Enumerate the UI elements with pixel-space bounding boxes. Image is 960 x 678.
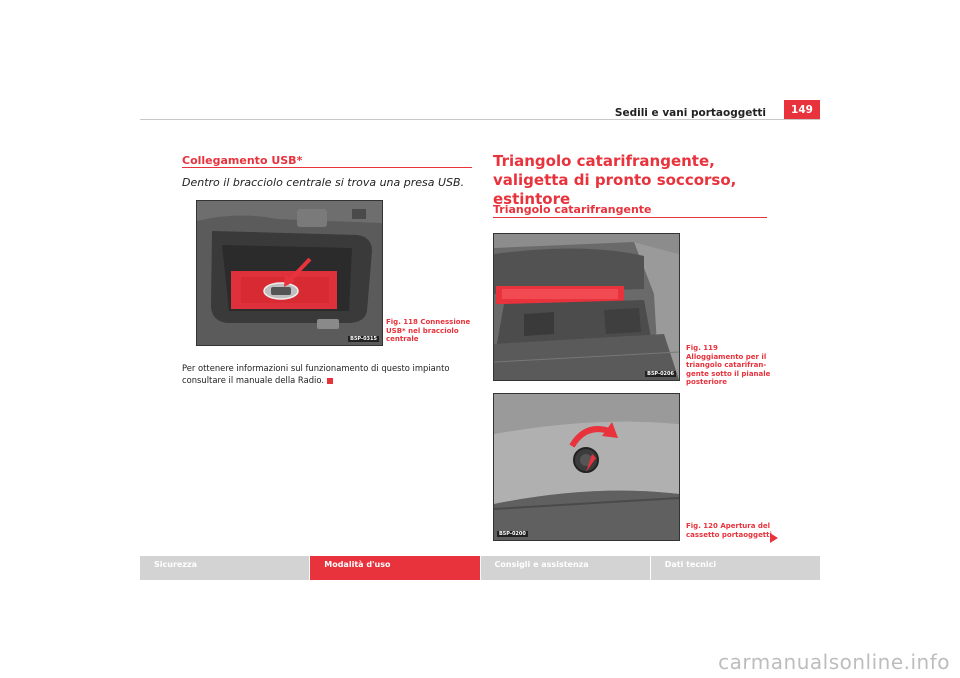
footer-navigation xyxy=(140,556,820,580)
subsection-title-triangle: Triangolo catarifrangente xyxy=(493,203,652,216)
subsection-rule xyxy=(493,217,767,218)
body-paragraph xyxy=(182,362,474,386)
footer-tab-modalita-uso[interactable]: Modalità d'uso xyxy=(310,556,480,580)
figure-code: B5P-0206 xyxy=(647,371,674,377)
watermark: carmanualsonline.info xyxy=(718,650,950,674)
section-rule-usb xyxy=(182,167,472,168)
page-number: 149 xyxy=(784,100,820,120)
figure-code: B5P-0315 xyxy=(350,336,377,342)
lead-text: Dentro il bracciolo centrale si trova una presa USB. xyxy=(182,176,465,189)
figure-caption-120: Fig. 120 Apertura del cassetto portaoggetti xyxy=(686,522,772,539)
end-of-section-mark xyxy=(327,378,333,384)
next-page-arrow-icon[interactable] xyxy=(770,533,778,543)
figure-caption-118: Fig. 118 Connessione USB* nel bracciolo centrale xyxy=(386,318,471,343)
footer-tab-dati-tecnici[interactable]: Dati tecnici xyxy=(664,560,717,569)
section-title-triangle: Triangolo catarifrangente, valigetta di pronto soccorso, estintore xyxy=(493,152,737,208)
body-text: Per ottenere informazioni sul funzionamento di questo impianto consultare il manuale della Radio. xyxy=(182,363,450,385)
figure-usb-armrest xyxy=(196,200,383,346)
usb-armrest-illustration xyxy=(197,201,382,345)
figure-warning-triangle-housing xyxy=(493,233,680,381)
figure-storage-compartment xyxy=(493,393,680,541)
header-rule xyxy=(140,119,820,120)
section-title-usb: Collegamento USB* xyxy=(182,154,303,167)
compartment-illustration xyxy=(494,394,679,540)
running-header: Sedili e vani portaoggetti xyxy=(614,107,766,119)
footer-tab-consigli[interactable]: Consigli e assistenza xyxy=(481,556,651,580)
footer-tab-sicurezza[interactable]: Sicurezza xyxy=(140,556,310,580)
figure-code: B5P-0200 xyxy=(499,531,526,537)
figure-caption-119: Fig. 119 Alloggiamento per il triangolo catarifran-gente sotto il pianale posteriore xyxy=(686,344,771,386)
trunk-illustration xyxy=(494,234,679,380)
